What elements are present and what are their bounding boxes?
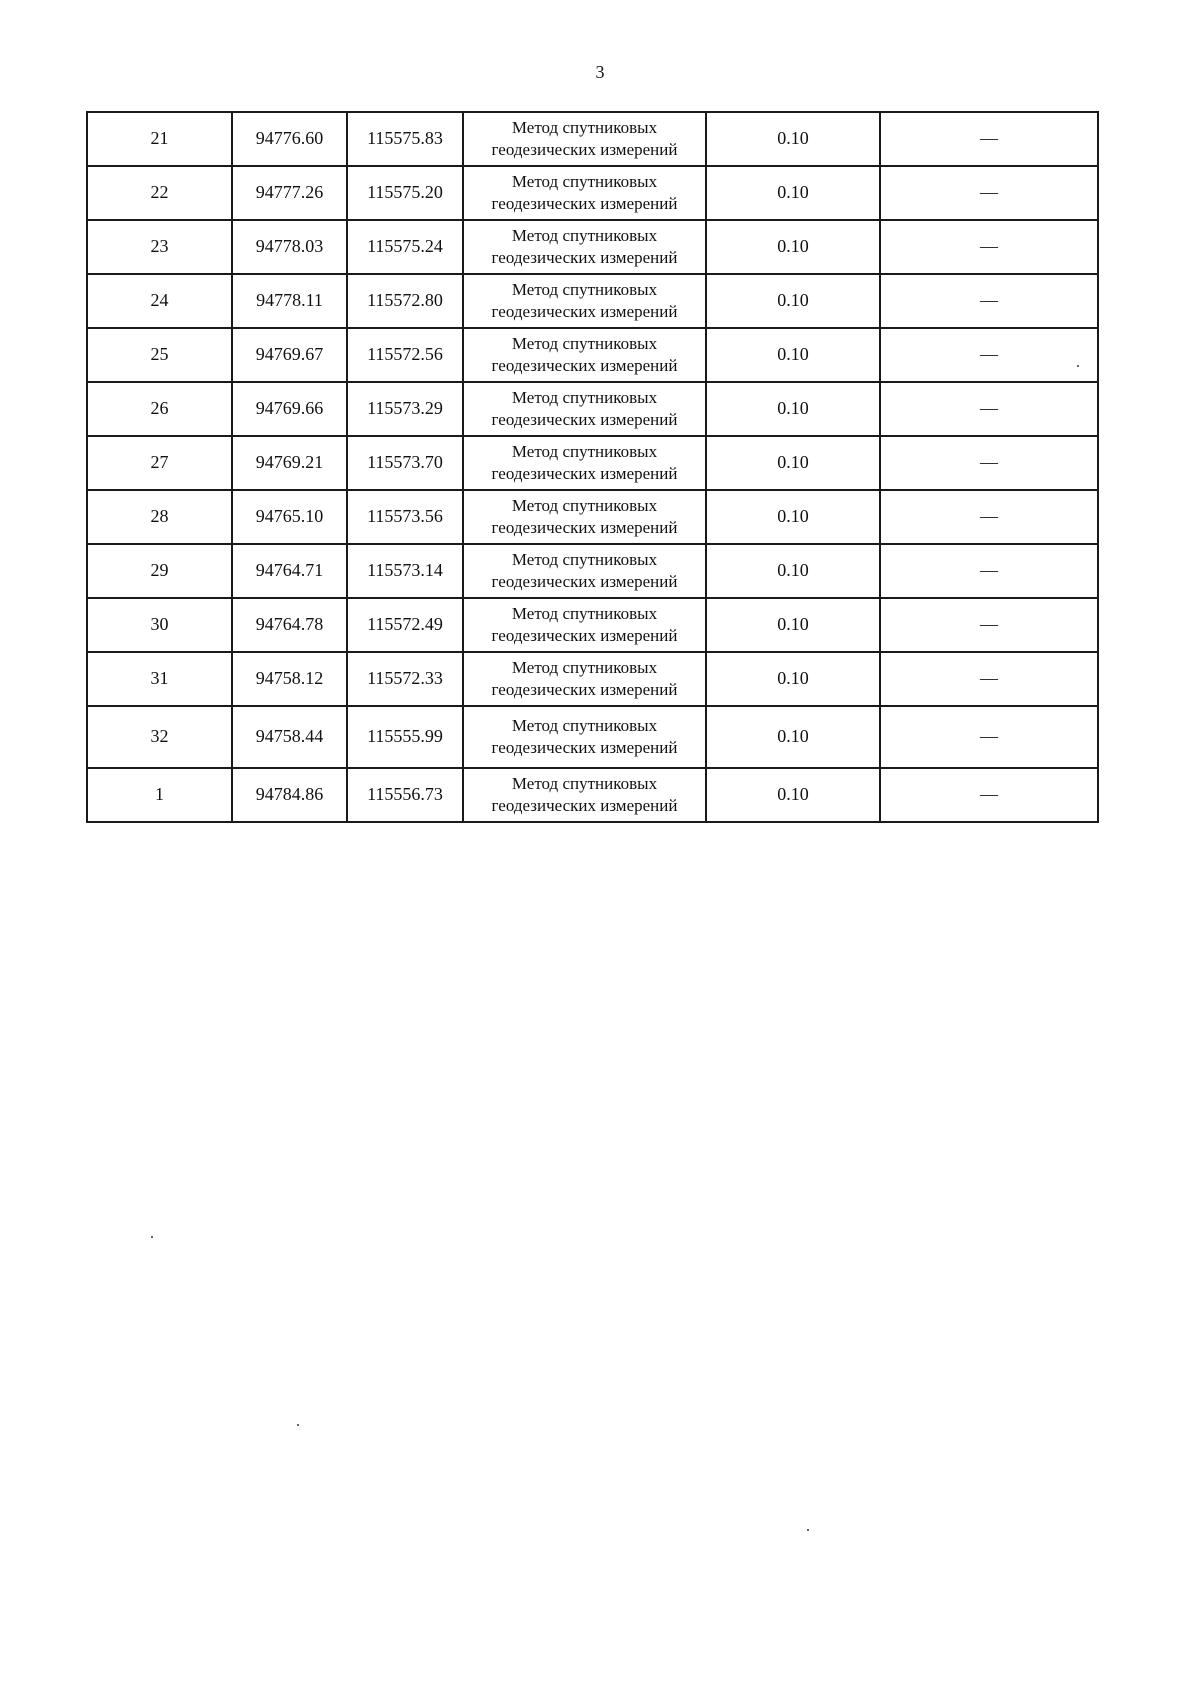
method-cell (463, 490, 706, 544)
method-text-line: Метод спутниковых (511, 549, 658, 569)
method-text-line: геодезических измерений (491, 738, 678, 757)
method-text-line: геодезических измерений (491, 572, 678, 591)
table-row (87, 436, 1098, 490)
point-number-cell: 1 (87, 768, 232, 822)
note-cell: — (880, 652, 1098, 706)
note-cell: — (880, 436, 1098, 490)
scan-speck (297, 1424, 299, 1426)
coordinates-table-body (87, 112, 1098, 822)
y-coordinate-cell: 115572.80 (347, 274, 463, 328)
accuracy-cell: 0.10 (706, 598, 880, 652)
coordinates-table (86, 111, 1099, 823)
method-cell (463, 112, 706, 166)
method-text-line: Метод спутниковых (511, 603, 658, 623)
table-row (87, 328, 1098, 382)
method-text-line: Метод спутниковых (511, 657, 658, 677)
method-cell (463, 220, 706, 274)
accuracy-cell: 0.10 (706, 382, 880, 436)
accuracy-cell: 0.10 (706, 544, 880, 598)
method-text-line: геодезических измерений (491, 356, 678, 375)
table-row (87, 274, 1098, 328)
y-coordinate-cell: 115556.73 (347, 768, 463, 822)
method-text-line: Метод спутниковых (511, 333, 658, 353)
table-row (87, 598, 1098, 652)
scan-speck (807, 1529, 809, 1531)
method-text-line: Метод спутниковых (511, 225, 658, 245)
note-cell: — (880, 598, 1098, 652)
x-coordinate-cell: 94764.78 (232, 598, 347, 652)
method-cell (463, 382, 706, 436)
point-number-cell: 31 (87, 652, 232, 706)
method-cell (463, 166, 706, 220)
y-coordinate-cell: 115575.20 (347, 166, 463, 220)
accuracy-cell: 0.10 (706, 768, 880, 822)
x-coordinate-cell: 94778.11 (232, 274, 347, 328)
note-cell: — (880, 328, 1098, 382)
y-coordinate-cell: 115555.99 (347, 706, 463, 768)
method-text-line: геодезических измерений (491, 194, 678, 213)
x-coordinate-cell: 94776.60 (232, 112, 347, 166)
y-coordinate-cell: 115572.33 (347, 652, 463, 706)
x-coordinate-cell: 94769.66 (232, 382, 347, 436)
method-text-line: геодезических измерений (491, 302, 678, 321)
point-number-cell: 21 (87, 112, 232, 166)
table-row (87, 166, 1098, 220)
point-number-cell: 28 (87, 490, 232, 544)
y-coordinate-cell: 115573.70 (347, 436, 463, 490)
point-number-cell: 26 (87, 382, 232, 436)
scan-speck (151, 1236, 153, 1238)
method-text-line: Метод спутниковых (511, 495, 658, 515)
accuracy-cell: 0.10 (706, 166, 880, 220)
note-cell: — (880, 544, 1098, 598)
x-coordinate-cell: 94769.67 (232, 328, 347, 382)
method-text-line: геодезических измерений (491, 680, 678, 699)
point-number-cell: 22 (87, 166, 232, 220)
accuracy-cell: 0.10 (706, 652, 880, 706)
accuracy-cell: 0.10 (706, 220, 880, 274)
x-coordinate-cell: 94784.86 (232, 768, 347, 822)
accuracy-cell: 0.10 (706, 706, 880, 768)
y-coordinate-cell: 115575.83 (347, 112, 463, 166)
table-row (87, 220, 1098, 274)
page-number: 3 (595, 62, 605, 82)
note-cell: — (880, 274, 1098, 328)
method-cell (463, 598, 706, 652)
y-coordinate-cell: 115575.24 (347, 220, 463, 274)
method-text-line: геодезических измерений (491, 796, 678, 815)
method-text-line: Метод спутниковых (511, 773, 658, 793)
table-row (87, 652, 1098, 706)
accuracy-cell: 0.10 (706, 112, 880, 166)
method-cell (463, 274, 706, 328)
point-number-cell: 30 (87, 598, 232, 652)
x-coordinate-cell: 94758.44 (232, 706, 347, 768)
method-text-line: геодезических измерений (491, 626, 678, 645)
y-coordinate-cell: 115573.14 (347, 544, 463, 598)
table-row (87, 544, 1098, 598)
x-coordinate-cell: 94764.71 (232, 544, 347, 598)
x-coordinate-cell: 94758.12 (232, 652, 347, 706)
note-cell: — (880, 706, 1098, 768)
note-cell: — (880, 220, 1098, 274)
x-coordinate-cell: 94765.10 (232, 490, 347, 544)
point-number-cell: 23 (87, 220, 232, 274)
scan-speck (1077, 365, 1079, 367)
method-text-line: Метод спутниковых (511, 715, 658, 735)
note-cell: — (880, 112, 1098, 166)
note-cell: — (880, 166, 1098, 220)
x-coordinate-cell: 94778.03 (232, 220, 347, 274)
x-coordinate-cell: 94777.26 (232, 166, 347, 220)
method-text-line: Метод спутниковых (511, 117, 658, 137)
method-cell (463, 706, 706, 768)
method-cell (463, 652, 706, 706)
y-coordinate-cell: 115572.56 (347, 328, 463, 382)
method-text-line: Метод спутниковых (511, 279, 658, 299)
x-coordinate-cell: 94769.21 (232, 436, 347, 490)
method-text-line: геодезических измерений (491, 248, 678, 267)
point-number-cell: 29 (87, 544, 232, 598)
y-coordinate-cell: 115572.49 (347, 598, 463, 652)
y-coordinate-cell: 115573.29 (347, 382, 463, 436)
y-coordinate-cell: 115573.56 (347, 490, 463, 544)
note-cell: — (880, 490, 1098, 544)
method-text-line: геодезических измерений (491, 140, 678, 159)
note-cell: — (880, 382, 1098, 436)
table-row (87, 112, 1098, 166)
method-text-line: Метод спутниковых (511, 171, 658, 191)
method-cell (463, 328, 706, 382)
table-row (87, 382, 1098, 436)
method-cell (463, 544, 706, 598)
accuracy-cell: 0.10 (706, 328, 880, 382)
accuracy-cell: 0.10 (706, 490, 880, 544)
table-row (87, 706, 1098, 768)
method-cell (463, 768, 706, 822)
method-text-line: геодезических измерений (491, 410, 678, 429)
accuracy-cell: 0.10 (706, 436, 880, 490)
method-text-line: геодезических измерений (491, 518, 678, 537)
point-number-cell: 27 (87, 436, 232, 490)
table-row (87, 768, 1098, 822)
method-cell (463, 436, 706, 490)
accuracy-cell: 0.10 (706, 274, 880, 328)
point-number-cell: 25 (87, 328, 232, 382)
table-row (87, 490, 1098, 544)
point-number-cell: 32 (87, 706, 232, 768)
method-text-line: Метод спутниковых (511, 441, 658, 461)
method-text-line: Метод спутниковых (511, 387, 658, 407)
method-text-line: геодезических измерений (491, 464, 678, 483)
note-cell: — (880, 768, 1098, 822)
point-number-cell: 24 (87, 274, 232, 328)
